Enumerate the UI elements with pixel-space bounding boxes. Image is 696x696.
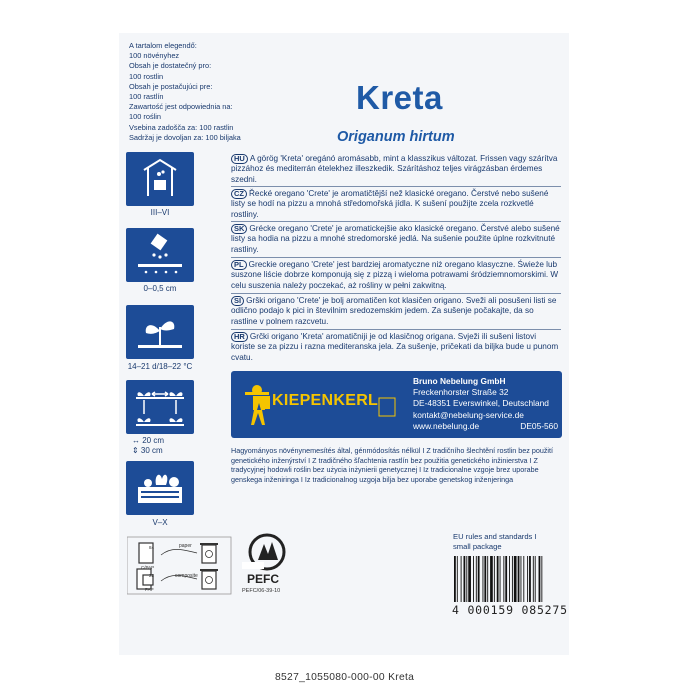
paper-label: paper <box>179 543 192 549</box>
info-line: Sadržaj je dovoljan za: 100 biljaka <box>129 132 241 142</box>
row-spacing-label: ↔ 20 cm <box>132 436 165 445</box>
description-text: Grčki origano 'Kreta' aromatičniji je od klasičnog origana. Svježi ili sušeni listovi koriste se za pizzu i razna mediteranska jela. Za sušenje, pričekati da biljka bude u punom cvatu. <box>231 332 559 362</box>
barcode-bar <box>457 556 458 602</box>
info-line: Obsah je dostatečný pro: <box>129 61 212 71</box>
divider <box>231 257 561 258</box>
info-line: A tartalom elegendő: <box>129 41 197 50</box>
barcode-bar <box>521 556 522 602</box>
barcode-bar <box>535 556 536 602</box>
email-link[interactable]: kontakt@nebelung-service.de <box>413 409 524 420</box>
language-code: SK <box>231 224 247 234</box>
barcode-bar <box>466 556 467 602</box>
divider <box>231 221 561 222</box>
barcode-bar <box>529 556 531 602</box>
barcode-bar <box>483 556 484 602</box>
web-row <box>413 421 558 432</box>
description-text: Řecké oregano 'Crete' je aromatičtější než klasické oregano. Čerstvé nebo sušené listy se hodí na pizzu a mnohá středomořská jídla. K sušení použijte zcela rozkvetlé rostliny. <box>231 189 549 219</box>
harvest-label: V–X <box>152 518 168 527</box>
recycle-code-2: 84 <box>149 545 155 550</box>
barcode-bar <box>512 556 513 602</box>
barcode-bar <box>527 556 528 602</box>
sowing-time-label: III–VI <box>150 208 170 217</box>
pefc-logo <box>242 532 292 606</box>
barcode-bar <box>523 556 524 602</box>
info-line: Zawartość jest odpowiednia na: <box>129 102 233 112</box>
barcode-bar <box>514 556 517 602</box>
recycle-material-2: C/PAP <box>141 565 155 570</box>
description-sk <box>231 224 561 255</box>
barcode-bar <box>533 556 534 602</box>
pefc-name: PEFC <box>247 572 280 586</box>
barcode-bar <box>509 556 510 602</box>
divider <box>231 186 561 187</box>
product-title: Kreta <box>356 79 443 116</box>
barcode-bar <box>490 556 493 602</box>
company-address <box>413 376 558 432</box>
recycle-code-1: 22 <box>149 573 155 578</box>
language-code: CZ <box>231 189 247 199</box>
description-text: Grécke oregano 'Crete' je aromatickejšie ako klasické oregano. Čerstvé alebo sušené listy sa hodia na pizzu a mnohé stredomorské jedlá. Na sušenie použite úplne rozkvitnuté rastliny. <box>231 224 560 254</box>
plant-spacing-label: ⇕ 30 cm <box>132 446 163 455</box>
info-line: Vsebina zadošča za: 100 rastlin <box>129 122 234 132</box>
barcode-bar <box>500 556 501 602</box>
gmo-free-statement: Hagyományos növénynemesítés által, génmódosítás nélkül I Z tradičního šlechtění rostlin bez použití genetického inženýrství I Z tradičného šľachtenia rastlín bez použitia genetického inžinierstva I Z tradycyjnej hodowli roślin bez użycia inżynierii genetycznej I Iz tradicionalne vzgoje brez uporabe genskega inženiringa I Iz tradicionalnog uzgoja bilja bez uporabe genetskog inženjeringa <box>231 446 554 484</box>
divider <box>231 293 561 294</box>
barcode <box>452 556 564 602</box>
city: DE-48351 Everswinkel, Deutschland <box>413 398 549 409</box>
barcode-number: 4 000159 085275 <box>452 603 568 617</box>
barcode-bar <box>464 556 466 602</box>
street: Freckenhorster Straße 32 <box>413 387 509 398</box>
brand-name: KIEPENKERL <box>272 392 379 409</box>
eu-rules-line2: small package <box>453 542 502 551</box>
divider <box>231 329 561 330</box>
description-cz <box>231 189 561 220</box>
pefc-code: PEFC/06-39-10 <box>242 588 281 594</box>
eu-rules-line1: EU rules and standards I <box>453 532 537 541</box>
description-hr <box>231 332 561 363</box>
barcode-bar <box>541 556 542 602</box>
barcode-bar <box>454 556 456 602</box>
sowing-time-icon <box>126 152 194 206</box>
sowing-depth-label: 0–0,5 cm <box>143 284 177 293</box>
composite-label: composite <box>175 573 198 579</box>
recycle-material-1: PAP <box>145 587 154 592</box>
info-line: 100 rostlin <box>129 71 164 81</box>
company-name: Bruno Nebelung GmbH <box>413 376 506 386</box>
language-code: HR <box>231 332 248 342</box>
kiepenkerl-logo <box>239 383 407 427</box>
harvest-icon <box>126 461 194 515</box>
plant-spacing-icon <box>126 380 194 434</box>
barcode-bar <box>494 556 495 602</box>
article-number: 8527_1055080-000-00 Kreta <box>275 672 415 683</box>
botanical-name: Origanum hirtum <box>337 129 455 145</box>
content-sufficiency-info <box>129 41 299 143</box>
barcode-bar <box>468 556 471 602</box>
info-line: 100 roślin <box>129 112 162 122</box>
info-line: Obsah je postačujúci pre: <box>129 81 213 91</box>
barcode-bar <box>484 556 486 602</box>
barcode-bar <box>539 556 541 602</box>
barcode-bar <box>505 556 507 602</box>
germination-label: 14–21 d/18–22 °C <box>127 362 193 371</box>
description-si <box>231 296 561 327</box>
language-code: PL <box>231 260 247 270</box>
germination-icon <box>126 305 194 359</box>
language-code: HU <box>231 154 248 164</box>
eu-rules <box>453 532 537 552</box>
company-banner <box>231 371 562 438</box>
barcode-bar <box>518 556 520 602</box>
recycling-info <box>127 535 232 595</box>
info-line: 100 rastlín <box>129 92 164 102</box>
description-hu <box>231 154 561 185</box>
barcode-bar <box>487 556 488 602</box>
description-pl <box>231 260 561 291</box>
description-text: A görög 'Kreta' oregánó aromásabb, mint a klasszikus változat. Frissen vagy szárítva pizzához és mediterrán ételekhez illeszkedik. Szárításhoz teljes virágzásban érdemes szedni. <box>231 154 558 184</box>
barcode-bar <box>461 556 462 602</box>
barcode-bar <box>503 556 504 602</box>
barcode-bar <box>497 556 499 602</box>
sowing-depth-icon <box>126 228 194 282</box>
description-text: Grški origano 'Crete' je bolj aromatičen kot klasičen origano. Sveži ali posušeni listi se odlično podajo k pici in številnim sredozemskim jedem. Za sušenje počakajte, da so rastline v polnem razcvetu. <box>231 296 557 326</box>
organic-code: DE05-560 <box>520 420 558 431</box>
info-line: 100 növényhez <box>129 51 180 61</box>
language-code: SI <box>231 296 244 306</box>
barcode-bar <box>476 556 477 602</box>
description-text: Greckie oregano 'Crete' jest bardziej aromatyczne niż oregano klasyczne. Świeże lub suszone liście dobrze komponują się z pizzą i wieloma potrawami śródziemnomorskimi. W celu suszenia należy poczekać, aż rośliny w pełni zakwitną. <box>231 260 559 290</box>
barcode-bar <box>478 556 480 602</box>
barcode-bar <box>473 556 474 602</box>
website-link[interactable]: www.nebelung.de <box>413 420 480 431</box>
